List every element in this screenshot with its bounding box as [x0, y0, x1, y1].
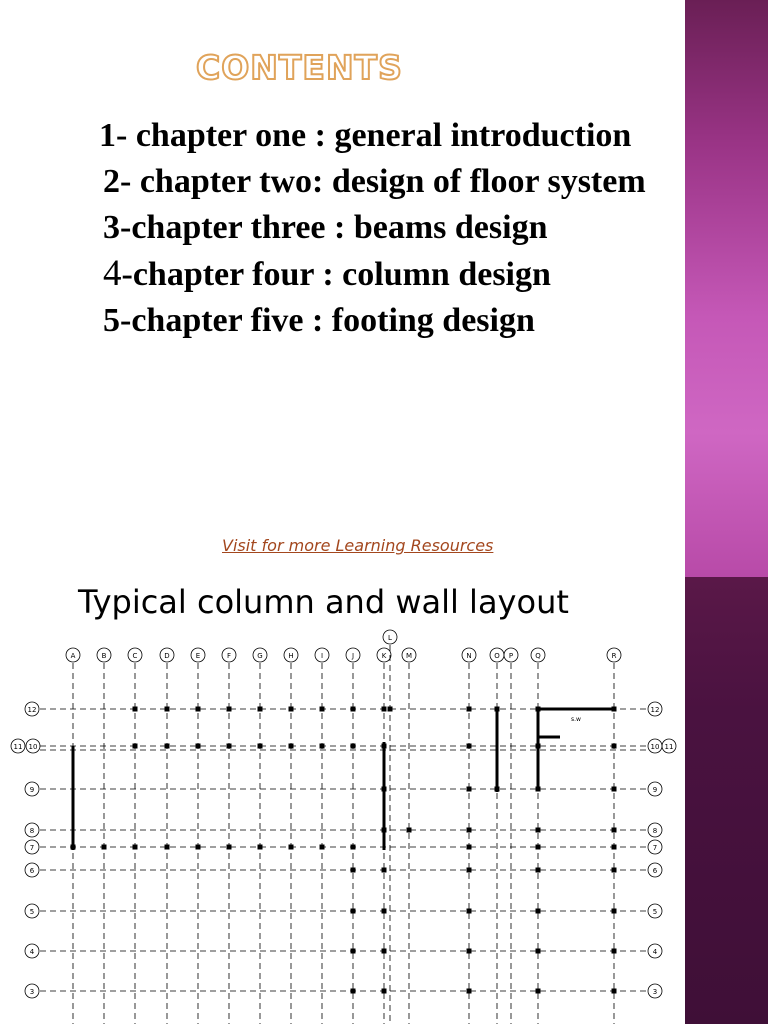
column-marker	[289, 845, 294, 850]
toc-item-3	[103, 205, 683, 251]
column-marker	[612, 744, 617, 749]
grid-label-n: N	[466, 652, 472, 660]
column-marker	[320, 707, 325, 712]
column-wall-layout-plan	[0, 620, 685, 1024]
grid-label-6-right: 6	[652, 867, 658, 875]
column-marker	[196, 845, 201, 850]
grid-label-8-left: 8	[29, 827, 35, 835]
grid-label-3-right: 3	[652, 988, 658, 996]
grid-label-f: F	[226, 652, 232, 660]
grid-label-4-right: 4	[652, 948, 658, 956]
toc-item-4	[103, 251, 683, 298]
column-marker	[351, 744, 356, 749]
column-marker	[351, 949, 356, 954]
column-marker	[467, 828, 472, 833]
column-marker	[536, 868, 541, 873]
column-marker	[133, 845, 138, 850]
grid-label-4-left: 4	[29, 948, 35, 956]
grid-label-12-left: 12	[27, 706, 37, 714]
column-marker	[165, 707, 170, 712]
column-marker	[351, 989, 356, 994]
grid-label-g: G	[257, 652, 263, 660]
learning-resources-link[interactable]: Visit for more Learning Resources	[222, 536, 494, 555]
column-marker	[227, 744, 232, 749]
column-marker	[382, 868, 387, 873]
grid-label-11-right: 11	[664, 743, 674, 751]
column-marker	[407, 828, 412, 833]
column-marker	[612, 989, 617, 994]
column-marker	[289, 707, 294, 712]
toc-item-text: -chapter five : footing design	[120, 302, 535, 339]
grid-label-p: P	[508, 652, 514, 660]
column-marker	[536, 828, 541, 833]
column-marker	[165, 845, 170, 850]
grid-label-m: M	[405, 652, 413, 660]
column-marker	[196, 707, 201, 712]
decorative-sidebar-top	[685, 0, 768, 577]
grid-label-c: C	[132, 652, 138, 660]
grid-label-j: J	[351, 652, 355, 660]
grid-label-9-left: 9	[29, 786, 35, 794]
grid-label-3-left: 3	[29, 988, 35, 996]
grid-label-k: K	[381, 652, 387, 660]
toc-item-number: 4	[103, 253, 122, 294]
column-marker	[612, 909, 617, 914]
column-marker	[227, 707, 232, 712]
grid-label-9-right: 9	[652, 786, 658, 794]
column-marker	[165, 744, 170, 749]
column-marker	[388, 707, 393, 712]
layout-title: Typical column and wall layout	[78, 583, 569, 621]
column-marker	[467, 909, 472, 914]
column-marker	[467, 949, 472, 954]
column-marker	[467, 744, 472, 749]
column-marker	[382, 989, 387, 994]
column-marker	[467, 787, 472, 792]
column-marker	[467, 868, 472, 873]
column-marker	[382, 707, 387, 712]
column-marker	[612, 868, 617, 873]
toc-item-number: 3	[103, 209, 120, 246]
grid-label-a: A	[70, 652, 76, 660]
grid-label-h: H	[288, 652, 294, 660]
grid-label-5-right: 5	[652, 908, 658, 916]
column-marker	[320, 845, 325, 850]
column-marker	[382, 949, 387, 954]
column-marker	[320, 744, 325, 749]
column-marker	[536, 845, 541, 850]
decorative-sidebar-bottom	[685, 577, 768, 1024]
table-of-contents	[99, 113, 683, 344]
grid-label-11-left: 11	[13, 743, 23, 751]
grid-label-o: O	[494, 652, 500, 660]
grid-label-l: L	[388, 634, 392, 642]
toc-item-number: 1	[99, 117, 116, 154]
toc-item-5	[103, 298, 683, 344]
toc-item-number: 5	[103, 302, 120, 339]
grid-label-d: D	[164, 652, 170, 660]
toc-item-2	[103, 159, 683, 205]
column-marker	[133, 744, 138, 749]
column-marker	[102, 845, 107, 850]
grid-label-7-right: 7	[652, 844, 658, 852]
grid-label-i: I	[320, 652, 324, 660]
column-marker	[258, 707, 263, 712]
toc-item-text: - chapter two: design of floor system	[120, 163, 646, 200]
column-marker	[536, 949, 541, 954]
grid-label-r: R	[611, 652, 617, 660]
grid-label-10-right: 10	[650, 743, 660, 751]
grid-label-5-left: 5	[29, 908, 35, 916]
toc-item-1	[99, 113, 683, 159]
column-marker	[289, 744, 294, 749]
column-marker	[351, 909, 356, 914]
grid-label-b: B	[101, 652, 107, 660]
column-marker	[258, 845, 263, 850]
toc-item-text: - chapter one : general introduction	[116, 117, 632, 154]
column-marker	[227, 845, 232, 850]
column-marker	[196, 744, 201, 749]
column-marker	[612, 828, 617, 833]
grid-label-6-left: 6	[29, 867, 35, 875]
column-marker	[467, 989, 472, 994]
column-marker	[612, 845, 617, 850]
grid-label-10-left: 10	[28, 743, 38, 751]
column-marker	[351, 868, 356, 873]
column-marker	[467, 707, 472, 712]
grid-label-12-right: 12	[650, 706, 660, 714]
toc-item-number: 2	[103, 163, 120, 200]
grid-label-e: E	[195, 652, 201, 660]
column-marker	[612, 949, 617, 954]
toc-item-text: -chapter three : beams design	[120, 209, 548, 246]
column-marker	[536, 989, 541, 994]
column-marker	[382, 909, 387, 914]
column-marker	[536, 909, 541, 914]
column-marker	[467, 845, 472, 850]
grid-label-q: Q	[535, 652, 541, 660]
shear-wall-label: s.w	[571, 716, 581, 723]
toc-item-text: -chapter four : column design	[121, 256, 551, 293]
grid-label-7-left: 7	[29, 844, 35, 852]
column-marker	[612, 787, 617, 792]
column-marker	[351, 845, 356, 850]
grid-label-8-right: 8	[652, 827, 658, 835]
column-marker	[258, 744, 263, 749]
column-marker	[133, 707, 138, 712]
page-title: CONTENTS	[196, 48, 403, 87]
column-marker	[351, 707, 356, 712]
